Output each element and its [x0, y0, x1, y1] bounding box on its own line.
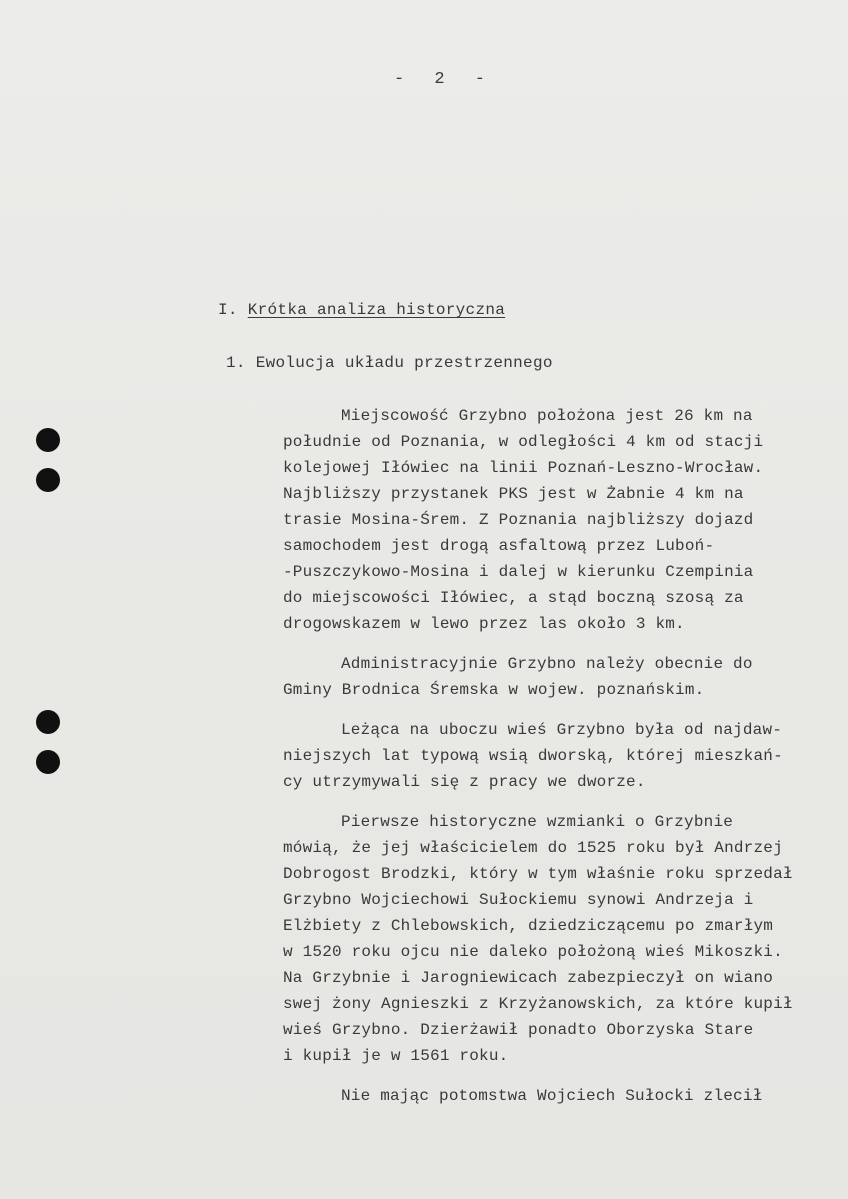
text-line: cy utrzymywali się z pracy we dworze.: [283, 773, 646, 791]
text-line: Na Grzybnie i Jarogniewicach zabezpieczył on wiano: [283, 969, 774, 987]
text-line: wieś Grzybno. Dzierżawił ponadto Oborzyska Stare: [283, 1021, 754, 1039]
text-line: Gminy Brodnica Śremska w wojew. poznańskim.: [283, 681, 705, 699]
punch-hole: [36, 468, 60, 492]
text-line: Pierwsze historyczne wzmianki o Grzybnie: [341, 813, 734, 831]
text-line: drogowskazem w lewo przez las około 3 km.: [283, 615, 685, 633]
text-line: do miejscowości Iłówiec, a stąd boczną szosą za: [283, 589, 744, 607]
text-line: w 1520 roku ojcu nie daleko położoną wieś Mikoszki.: [283, 943, 783, 961]
text-line: trasie Mosina-Śrem. Z Poznania najbliższy dojazd: [283, 511, 754, 529]
subsection-heading: 1. Ewolucja układu przestrzennego: [226, 354, 553, 372]
text-line: samochodem jest drogą asfaltową przez Luboń-: [283, 537, 715, 555]
paragraph: [283, 809, 823, 1069]
text-line: Dobrogost Brodzki, który w tym właśnie roku sprzedał: [283, 865, 793, 883]
punch-hole: [36, 750, 60, 774]
text-line: mówią, że jej właścicielem do 1525 roku był Andrzej: [283, 839, 783, 857]
text-line: Leżąca na uboczu wieś Grzybno była od najdaw-: [341, 721, 783, 739]
section-title: Krótka analiza historyczna: [247, 301, 506, 319]
page-number: - 2 -: [394, 70, 496, 89]
paragraph: [283, 651, 823, 703]
text-line: i kupił je w 1561 roku.: [283, 1047, 509, 1065]
text-line: południe od Poznania, w odległości 4 km od stacji: [283, 433, 764, 451]
paragraph: [283, 717, 823, 795]
paragraph: [283, 1083, 823, 1109]
punch-hole: [36, 428, 60, 452]
text-line: -Puszczykowo-Mosina i dalej w kierunku Czempinia: [283, 563, 754, 581]
text-line: Miejscowość Grzybno położona jest 26 km na: [341, 407, 753, 425]
text-line: niejszych lat typową wsią dworską, której mieszkań-: [283, 747, 783, 765]
text-line: swej żony Agnieszki z Krzyżanowskich, za które kupił: [283, 995, 793, 1013]
text-line: kolejowej Iłówiec na linii Poznań-Leszno-Wrocław.: [283, 459, 764, 477]
section-number: I.: [218, 301, 238, 319]
punch-hole: [36, 710, 60, 734]
text-line: Grzybno Wojciechowi Sułockiemu synowi Andrzeja i: [283, 891, 754, 909]
document-body: [283, 403, 823, 1123]
text-line: Nie mając potomstwa Wojciech Sułocki zlecił: [341, 1087, 763, 1105]
text-line: Elżbiety z Chlebowskich, dziedziczącemu po zmarłym: [283, 917, 774, 935]
text-line: Najbliższy przystanek PKS jest w Żabnie 4 km na: [283, 485, 744, 503]
text-line: Administracyjnie Grzybno należy obecnie do: [341, 655, 753, 673]
paragraph: [283, 403, 823, 637]
section-heading: [218, 301, 505, 319]
